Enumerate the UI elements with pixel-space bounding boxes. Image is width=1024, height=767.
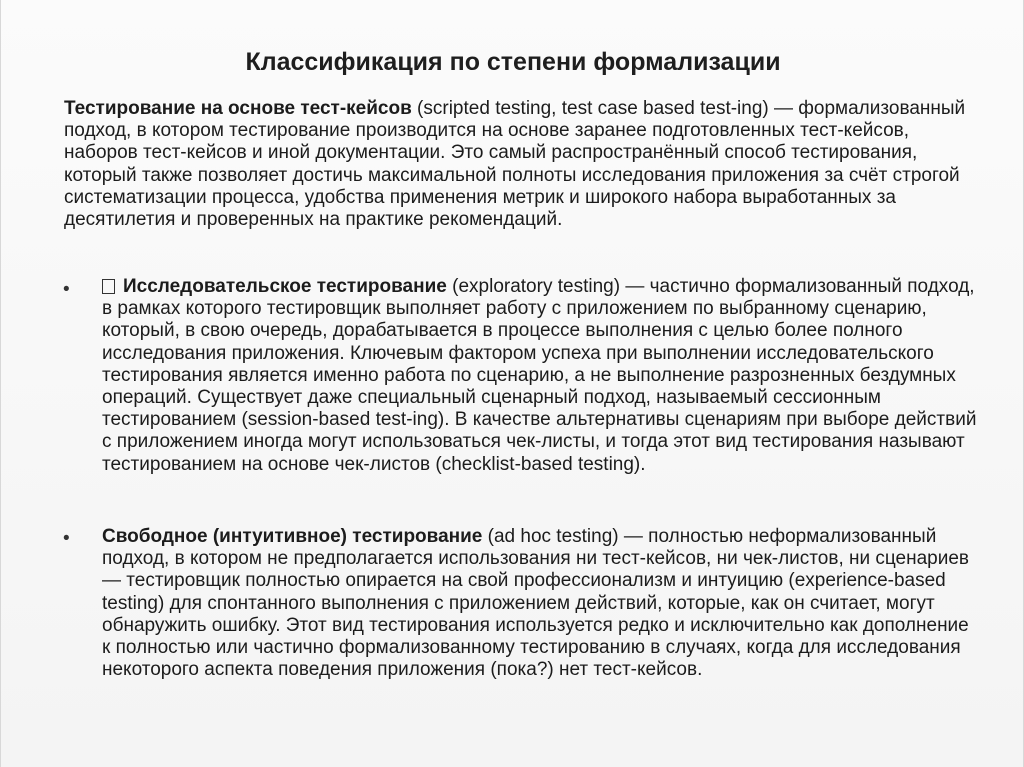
- bullet-icon: •: [63, 279, 70, 300]
- list-item-adhoc: [102, 526, 982, 681]
- intro-term: Тестирование на основе тест-кейсов: [64, 98, 412, 119]
- intro-text: (scripted testing, test case based test-ing) — формализованный подход, в котором тестирование производится на основе заранее подготовленных тест-кейсов, наборов тест-кейсов и иной документации. Это самый распространённый способ тестирования, который также позволяет достичь максимальной полноты исследования приложения за счёт строгой систематизации процесса, удобства применения метрик и широкого набора выработанных за десятилетия и проверенных на практике рекомендаций.: [64, 98, 966, 231]
- item-text: (exploratory testing) — частично формализованный подход, в рамках которого тестировщик выполняет работу с приложением по выбранному сценарию, который, в свою очередь, дорабатывается в процессе выполнения с целью более полного исследования приложения. Ключевым фактором успеха при выполнении исследовательского тестирования является именно работа по сценарию, а не выполнение разрозненных бездумных операций. Существует даже специальный сценарный подход, называемый сессионным тестированием (session-based test-ing). В качестве альтернативы сценариям при выборе действий с приложением иногда могут использоваться чек-листы, и тогда этот вид тестирования называют тестированием на основе чек-листов (checklist-based testing).: [102, 276, 977, 475]
- missing-glyph-box-icon: [102, 279, 115, 294]
- item-text: (ad hoc testing) — полностью неформализованный подход, в котором не предполагается использования ни тест-кейсов, ни чек-листов, ни сценариев — тестировщик полностью опирается на свой профессионализм и интуицию (experience-based testing) для спонтанного выполнения с приложением действий, которые, как он считает, могут обнаружить ошибку. Этот вид тестирования используется редко и исключительно как дополнение к полностью или частично формализованному тестированию в случаях, когда для исследования некоторого аспекта поведения приложения (пока?) нет тест-кейсов.: [102, 526, 970, 681]
- item-term: Свободное (интуитивное) тестирование: [102, 526, 483, 547]
- intro-paragraph: [64, 98, 969, 231]
- list-item-exploratory: [102, 276, 982, 476]
- bullet-icon: •: [63, 528, 70, 549]
- slide-title: Классификация по степени формализации: [245, 48, 781, 76]
- item-term: Исследовательское тестирование: [123, 276, 447, 297]
